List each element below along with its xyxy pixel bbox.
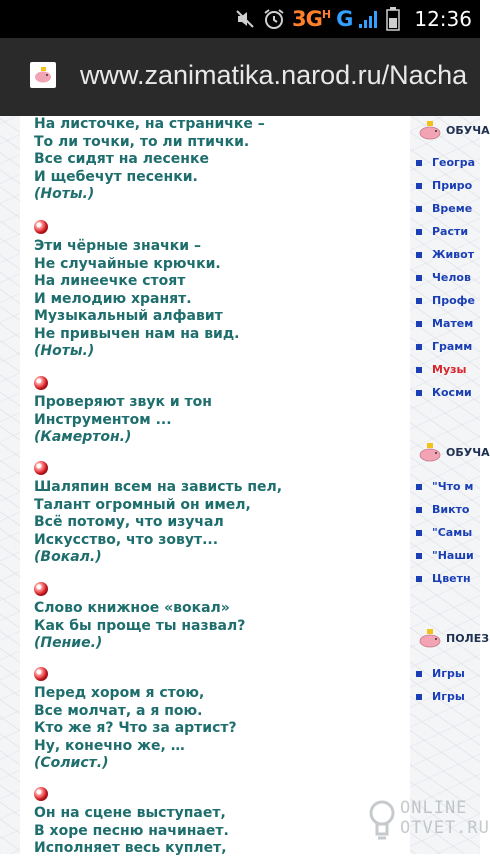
riddle-stanza [34, 220, 240, 361]
riddle-line: Как бы проще ты назвал? [34, 617, 246, 634]
sidebar-link-geography[interactable]: Геогра [432, 156, 476, 169]
riddle-line: Проверяют звук и тон [34, 394, 212, 410]
riddle-line: Все молчат, а я пою. [34, 702, 203, 719]
riddle-line: Исполняет весь куплет, [34, 840, 227, 856]
browser-address-bar[interactable] [0, 38, 480, 116]
sidebar-link[interactable]: "Самы [432, 526, 473, 539]
sidebar-link[interactable]: "Наши [432, 549, 474, 562]
sidebar-section-heading [416, 442, 490, 462]
riddle-answer: (Камертон.) [34, 429, 132, 445]
riddle-line: Перед хором я стою, [34, 685, 205, 701]
riddle-answer: (Вокал.) [34, 549, 102, 565]
riddle-line: Эти чёрные значки – [34, 238, 201, 254]
riddle-line: Ну, конечно же, … [34, 737, 185, 754]
riddle-line: Всё потому, что изучал [34, 514, 224, 530]
status-time: 12:36 [414, 7, 472, 31]
riddle-line: Музыкальный алфавит [34, 308, 223, 324]
watermark-line: OTVET.RU [400, 818, 490, 838]
sidebar-section-title: ОБУЧА [446, 123, 490, 137]
red-ball-bullet-icon [34, 787, 48, 801]
web-page [0, 116, 490, 856]
riddle-answer: (Ноты.) [34, 186, 95, 202]
status-icons [234, 0, 472, 38]
signal-icon [358, 9, 380, 29]
sidebar-section-title: ПОЛЕЗ [446, 631, 490, 645]
piggy-bank-icon [416, 628, 444, 648]
alarm-clock-icon [262, 7, 286, 31]
riddle-line: На листочке, на страничке – [34, 116, 265, 132]
sidebar-link-math[interactable]: Матем [432, 317, 474, 330]
red-ball-bullet-icon [34, 667, 48, 681]
riddle-line: Искусство, что зовут... [34, 531, 219, 548]
battery-icon [386, 7, 400, 31]
sidebar-link-human[interactable]: Челов [432, 271, 471, 284]
url-text[interactable]: www.zanimatika.narod.ru/Nacha [80, 60, 468, 90]
sidebar-link-music-active[interactable]: Музы [432, 363, 467, 376]
sidebar-section-heading [416, 120, 490, 140]
sidebar-nav [412, 116, 490, 854]
red-ball-bullet-icon [34, 461, 48, 475]
riddle-line: Талант огромный он имел, [34, 496, 251, 513]
red-ball-bullet-icon [34, 582, 48, 596]
riddle-line: И щебечут песенки. [34, 168, 198, 185]
riddle-line: Инструментом ... [34, 411, 172, 428]
network-g: G [336, 7, 353, 31]
riddle-answer: (Солист.) [34, 755, 109, 771]
riddle-line: Не случайные крючки. [34, 255, 221, 272]
riddle-stanza [34, 461, 282, 567]
sidebar-link-animals[interactable]: Живот [432, 248, 475, 261]
piggy-bank-icon [416, 120, 444, 140]
riddle-line: Все сидят на лесенке [34, 151, 209, 167]
sidebar-section-heading [416, 628, 489, 648]
riddle-answer: (Пение.) [34, 635, 103, 651]
riddle-stanza [34, 667, 237, 773]
riddle-stanza [34, 582, 245, 653]
riddle-line: Шаляпин всем на зависть пел, [34, 479, 283, 495]
riddle-line: Не привычен нам на вид. [34, 325, 240, 342]
sidebar-link-plants[interactable]: Расти [432, 225, 469, 238]
riddle-line: Он на сцене выступает, [34, 805, 226, 821]
lightbulb-icon [368, 798, 396, 842]
riddle-answer: (Ноты.) [34, 343, 95, 359]
sidebar-link[interactable]: Викто [432, 503, 470, 516]
riddle-line: И мелодию хранят. [34, 290, 192, 307]
mute-icon [234, 8, 256, 30]
piggy-bank-icon [416, 442, 444, 462]
network-type: $3G^H$ [292, 7, 331, 31]
riddle-stanza [34, 116, 265, 204]
sidebar-link[interactable]: Цветн [432, 572, 471, 585]
riddle-line: То ли точки, то ли птички. [34, 133, 250, 150]
sidebar-link-nature[interactable]: Приро [432, 179, 473, 192]
sidebar-link-professions[interactable]: Профе [432, 294, 476, 307]
sidebar-link-time[interactable]: Време [432, 202, 473, 215]
riddle-line: На линеечке стоят [34, 273, 186, 289]
riddle-line: Слово книжное «вокал» [34, 600, 230, 616]
sidebar-section-title: ОБУЧА [446, 445, 490, 459]
sidebar-link-games[interactable]: Игры [432, 667, 465, 680]
status-bar [0, 0, 480, 38]
watermark-line: ONLINE [400, 798, 468, 818]
site-favicon [30, 62, 56, 88]
sidebar-link-games[interactable]: Игры [432, 690, 465, 703]
riddle-line: Кто же я? Что за артист? [34, 720, 237, 736]
riddle-line: В хоре песню начинает. [34, 822, 229, 839]
watermark [366, 796, 490, 852]
riddle-stanza [34, 787, 229, 858]
watermark-text [400, 798, 490, 838]
red-ball-bullet-icon [34, 376, 48, 390]
sidebar-link-space[interactable]: Косми [432, 386, 472, 399]
sidebar-link[interactable]: "Что м [432, 480, 474, 493]
red-ball-bullet-icon [34, 220, 48, 234]
sidebar-link-grammar[interactable]: Грамм [432, 340, 473, 353]
piggy-bank-icon [32, 66, 54, 84]
riddle-stanza [34, 376, 212, 447]
